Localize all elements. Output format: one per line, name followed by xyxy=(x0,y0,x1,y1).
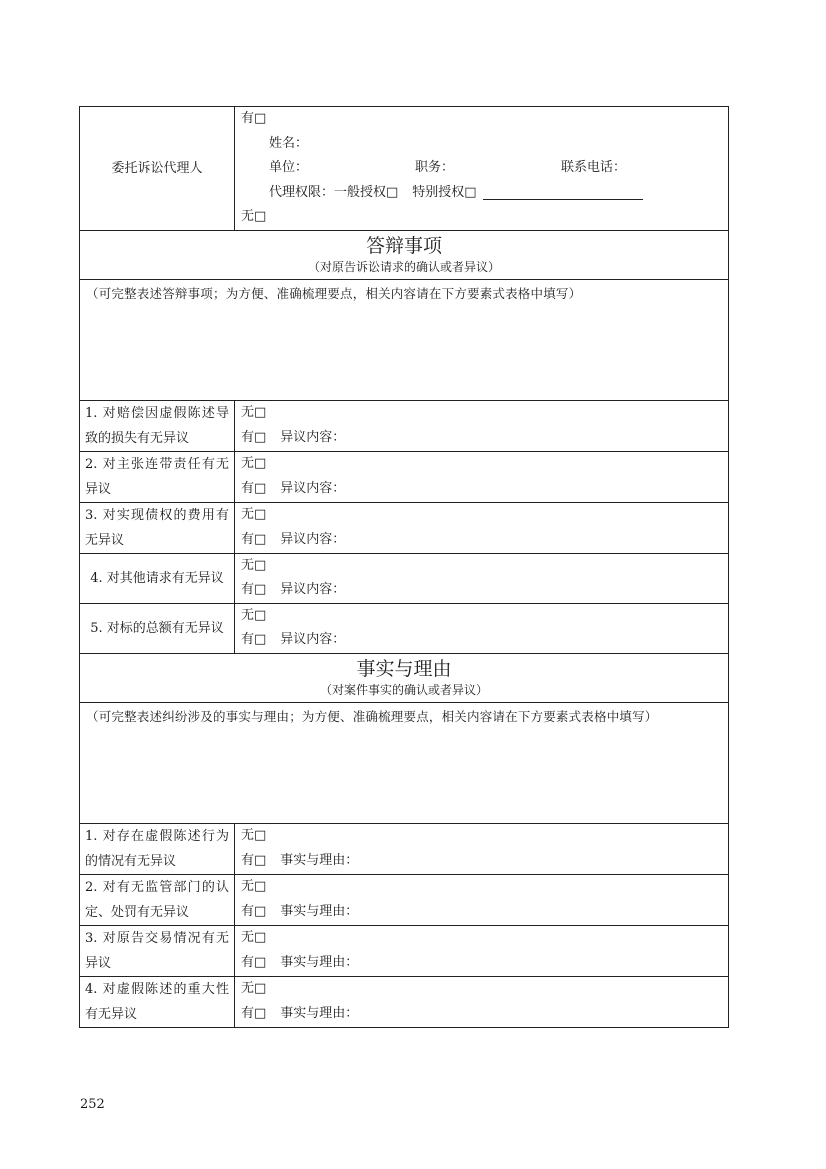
defense-header xyxy=(80,230,729,279)
agent-has-option[interactable]: 有□ xyxy=(241,111,267,126)
general-authority-option[interactable]: 代理权限：一般授权□ xyxy=(269,184,399,200)
option-none[interactable]: 无□ xyxy=(241,507,267,522)
facts-detail-label: 事实与理由： xyxy=(280,1005,359,1021)
facts-item-label: 4. 对虚假陈述的重大性有无异议 xyxy=(80,976,235,1027)
agent-label: 委托诉讼代理人 xyxy=(80,107,235,231)
facts-item-options xyxy=(235,874,729,925)
agent-authority-line xyxy=(241,181,722,206)
agent-options xyxy=(235,107,729,231)
option-none[interactable]: 无□ xyxy=(241,456,267,471)
defense-item-row xyxy=(80,451,729,502)
defense-item-row xyxy=(80,400,729,451)
option-none[interactable]: 无□ xyxy=(241,879,267,894)
facts-item-label: 3. 对原告交易情况有无异议 xyxy=(80,925,235,976)
option-has[interactable]: 有□ xyxy=(241,480,267,496)
defense-item-label: 4. 对其他请求有无异议 xyxy=(80,553,235,603)
option-has[interactable]: 有□ xyxy=(241,429,267,445)
agent-unit-line xyxy=(241,156,722,181)
authority-underline xyxy=(483,185,643,200)
facts-item-label: 2. 对有无监管部门的认定、处罚有无异议 xyxy=(80,874,235,925)
option-has[interactable]: 有□ xyxy=(241,632,267,647)
option-has[interactable]: 有□ xyxy=(241,903,267,919)
defense-note-row xyxy=(80,279,729,400)
option-none[interactable]: 无□ xyxy=(241,405,267,420)
defense-item-row xyxy=(80,553,729,603)
defense-item-label: 3. 对实现债权的费用有无异议 xyxy=(80,502,235,553)
facts-detail-label: 事实与理由： xyxy=(280,852,359,868)
page-number: 252 xyxy=(80,1097,105,1112)
defense-item-options xyxy=(235,400,729,451)
facts-item-row xyxy=(80,823,729,874)
facts-item-row xyxy=(80,874,729,925)
objection-detail-label: 异议内容： xyxy=(280,429,346,445)
defense-item-options xyxy=(235,603,729,653)
objection-detail-label: 异议内容： xyxy=(280,582,346,597)
defense-note: （可完整表述答辩事项；为方便、准确梳理要点，相关内容请在下方要素式表格中填写） xyxy=(80,279,729,400)
facts-title: 事实与理由 xyxy=(356,658,452,680)
facts-item-label: 1. 对存在虚假陈述行为的情况有无异议 xyxy=(80,823,235,874)
defense-item-options xyxy=(235,502,729,553)
defense-subtitle: （对原告诉讼请求的确认或者异议） xyxy=(307,260,500,274)
facts-item-options xyxy=(235,976,729,1027)
facts-header-row xyxy=(80,653,729,702)
facts-header xyxy=(80,653,729,702)
agent-phone-field: 联系电话： xyxy=(561,160,627,175)
defense-header-row xyxy=(80,230,729,279)
agent-none-option[interactable]: 无□ xyxy=(241,209,267,224)
defense-item-label: 1. 对赔偿因虚假陈述导致的损失有无异议 xyxy=(80,400,235,451)
agent-position-field: 职务： xyxy=(415,160,455,175)
defense-item-row xyxy=(80,502,729,553)
facts-detail-label: 事实与理由： xyxy=(280,954,359,970)
facts-note-row xyxy=(80,702,729,823)
facts-item-row xyxy=(80,925,729,976)
option-has[interactable]: 有□ xyxy=(241,582,267,597)
facts-item-row xyxy=(80,976,729,1027)
defense-item-label: 2. 对主张连带责任有无异议 xyxy=(80,451,235,502)
facts-detail-label: 事实与理由： xyxy=(280,903,359,919)
option-none[interactable]: 无□ xyxy=(241,828,267,843)
facts-note: （可完整表述纠纷涉及的事实与理由；为方便、准确梳理要点，相关内容请在下方要素式表格中填写） xyxy=(80,702,729,823)
objection-detail-label: 异议内容： xyxy=(280,632,346,647)
defense-item-row xyxy=(80,603,729,653)
option-none[interactable]: 无□ xyxy=(241,930,267,945)
defense-form-table xyxy=(79,106,729,1028)
option-none[interactable]: 无□ xyxy=(241,557,267,573)
objection-detail-label: 异议内容： xyxy=(280,480,346,496)
facts-item-options xyxy=(235,925,729,976)
agent-unit-field: 单位： xyxy=(269,160,309,175)
objection-detail-label: 异议内容： xyxy=(280,531,346,547)
option-none[interactable]: 无□ xyxy=(241,981,267,996)
agent-row xyxy=(80,107,729,231)
special-authority-option[interactable]: 特别授权□ xyxy=(412,184,477,200)
facts-item-options xyxy=(235,823,729,874)
option-none[interactable]: 无□ xyxy=(241,607,267,623)
option-has[interactable]: 有□ xyxy=(241,954,267,970)
defense-item-options xyxy=(235,451,729,502)
facts-subtitle: （对案件事实的确认或者异议） xyxy=(319,683,488,697)
option-has[interactable]: 有□ xyxy=(241,531,267,547)
option-has[interactable]: 有□ xyxy=(241,852,267,868)
defense-item-options xyxy=(235,553,729,603)
defense-item-label: 5. 对标的总额有无异议 xyxy=(80,603,235,653)
agent-name-field: 姓名： xyxy=(269,135,309,151)
defense-title: 答辩事项 xyxy=(365,235,442,257)
option-has[interactable]: 有□ xyxy=(241,1005,267,1021)
